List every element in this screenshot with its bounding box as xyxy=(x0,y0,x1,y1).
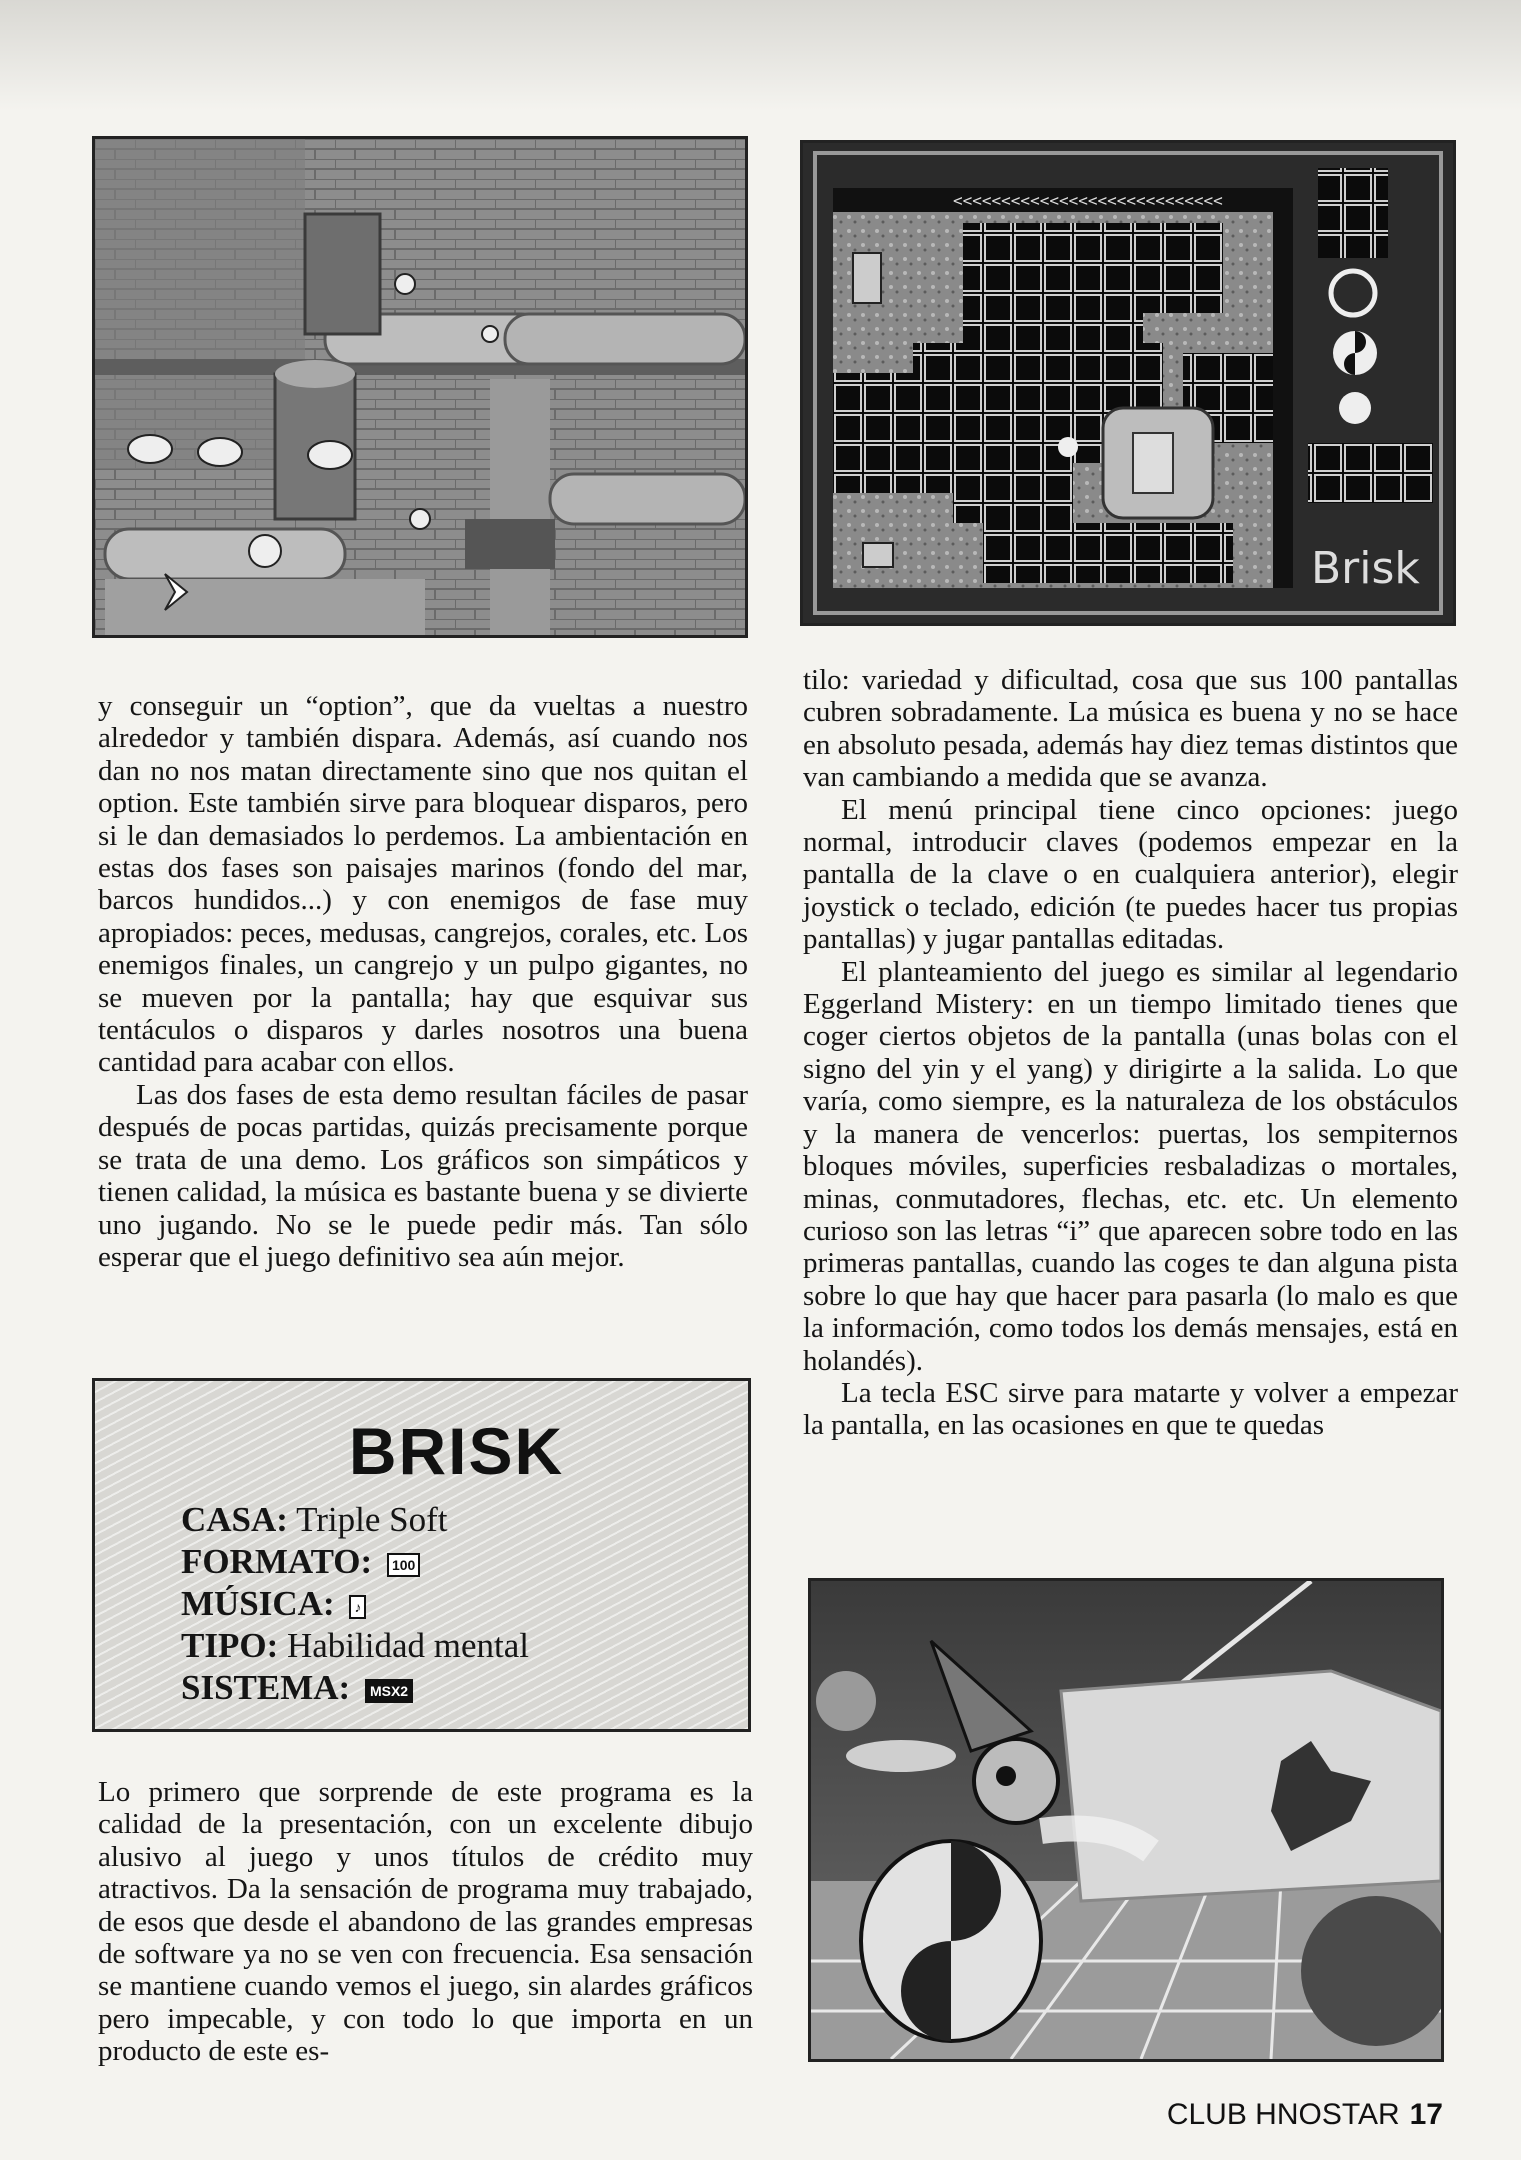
paragraph: El planteamiento del juego es similar al legendario Eggerland Mistery: en un tiempo limitado tienes que coger ciertos objetos de la pantalla (unas bolas con el signo del yin y el yang) y dirigirte a la salida. Lo que varía, como siempre, es la naturaleza de los obstáculos y la manera de vencerlos: puertas, los sempiternos bloques móviles, superficies resbaladizas o mortales, minas, conmutadores, flechas, etc. etc. Un elemento curioso son las letras “i” que aparecen sobre todo en las primeras pantallas, cuando las coges te dan alguna pista sobre lo que hay que hacer para pasarla (lo malo es que la información, como todos los demás mensajes, está en holandés). xyxy=(803,955,1458,1377)
game-info-box xyxy=(92,1378,751,1732)
paragraph: y conseguir un “option”, que da vueltas a nuestro alrededor y también dispara. Además, así cuando nos dan no nos matan directamente sino que nos quitan el option. Este también sirve para bloquear disparos, pero si le dan demasiados lo perdemos. La ambientación en estas dos fases son paisajes marinos (fondo del mar, barcos hundidos...) y con enemigos de fase muy apropiados: peces, medusas, cangrejos, corales, etc. Los enemigos finales, un cangrejo y un pulpo gigantes, no se mueven por la pantalla; hay que esquivar sus tentáculos o disparos y darles nosotros una buena cantidad para acabar con ellos. xyxy=(98,690,748,1079)
article-column-left-bottom xyxy=(98,1776,753,2068)
info-label: MÚSICA: xyxy=(181,1584,335,1623)
paragraph: Lo primero que sorprende de este programa es la calidad de la presentación, con un excelente dibujo alusivo al juego y unos títulos de crédito muy atractivos. Da la sensación de programa muy trabajado, de esos que desde el abandono de las grandes empresas de software ya no se ven con frecuencia. Esa sensación se mantiene cuando vemos el juego, sin alardes gráficos pero impecable, y con todo lo que importa en un producto de este es- xyxy=(98,1776,753,2068)
info-row-sistema xyxy=(181,1667,529,1709)
page-number: 17 xyxy=(1409,2098,1443,2131)
paragraph: tilo: variedad y dificultad, cosa que sus 100 pantallas cubren sobradamente. La música es buena y no se hace en absoluto pesada, además hay diez temas distintos que van cambiando a medida que se avanza. xyxy=(803,664,1458,794)
article-column-right xyxy=(803,664,1458,1442)
article-column-left-top xyxy=(98,690,748,1273)
msx2-logo-icon: MSX2 xyxy=(365,1679,413,1703)
format-disk-icon: 100 xyxy=(387,1553,420,1577)
paragraph: La tecla ESC sirve para matarte y volver a empezar la pantalla, en las ocasiones en que te quedas xyxy=(803,1376,1458,1442)
brisk-screen-logo: Brisk xyxy=(1311,543,1420,594)
info-label: CASA: xyxy=(181,1500,288,1539)
game-screenshot-shooter xyxy=(92,136,748,638)
info-value: Triple Soft xyxy=(296,1500,448,1539)
info-row-casa xyxy=(181,1499,529,1541)
page-footer xyxy=(1167,2098,1443,2132)
info-value: Habilidad mental xyxy=(286,1626,529,1665)
game-screenshot-title-art xyxy=(808,1578,1444,2062)
info-label: SISTEMA: xyxy=(181,1668,351,1707)
info-label: FORMATO: xyxy=(181,1542,373,1581)
info-label: TIPO: xyxy=(181,1626,279,1665)
info-row-tipo xyxy=(181,1625,529,1667)
game-screenshot-brisk xyxy=(800,140,1456,626)
paragraph: El menú principal tiene cinco opciones: juego normal, introducir claves (podemos empezar en la pantalla de la clave o en cualquiera anterior), elegir joystick o teclado, edición (te puedes hacer tus propias pantallas) y jugar pantallas editadas. xyxy=(803,793,1458,956)
page-top-shadow xyxy=(0,0,1521,110)
svg-text:<<<<<<<<<<<<<<<<<<<<<<<<<<<<: <<<<<<<<<<<<<<<<<<<<<<<<<<<< xyxy=(953,191,1223,210)
info-row-musica xyxy=(181,1583,529,1625)
game-info-list xyxy=(181,1499,529,1709)
info-row-formato xyxy=(181,1541,529,1583)
music-note-icon: ♪ xyxy=(349,1595,366,1619)
paragraph: Las dos fases de esta demo resultan fáciles de pasar después de pocas partidas, quizás precisamente porque se trata de una demo. Los gráficos son simpáticos y tienen calidad, la música es bastante buena y se divierte uno jugando. No se le puede pedir más. Tan sólo esperar que el juego definitivo sea aún mejor. xyxy=(98,1078,748,1273)
game-title: BRISK xyxy=(348,1414,565,1488)
magazine-name: CLUB HNOSTAR xyxy=(1166,2098,1400,2131)
